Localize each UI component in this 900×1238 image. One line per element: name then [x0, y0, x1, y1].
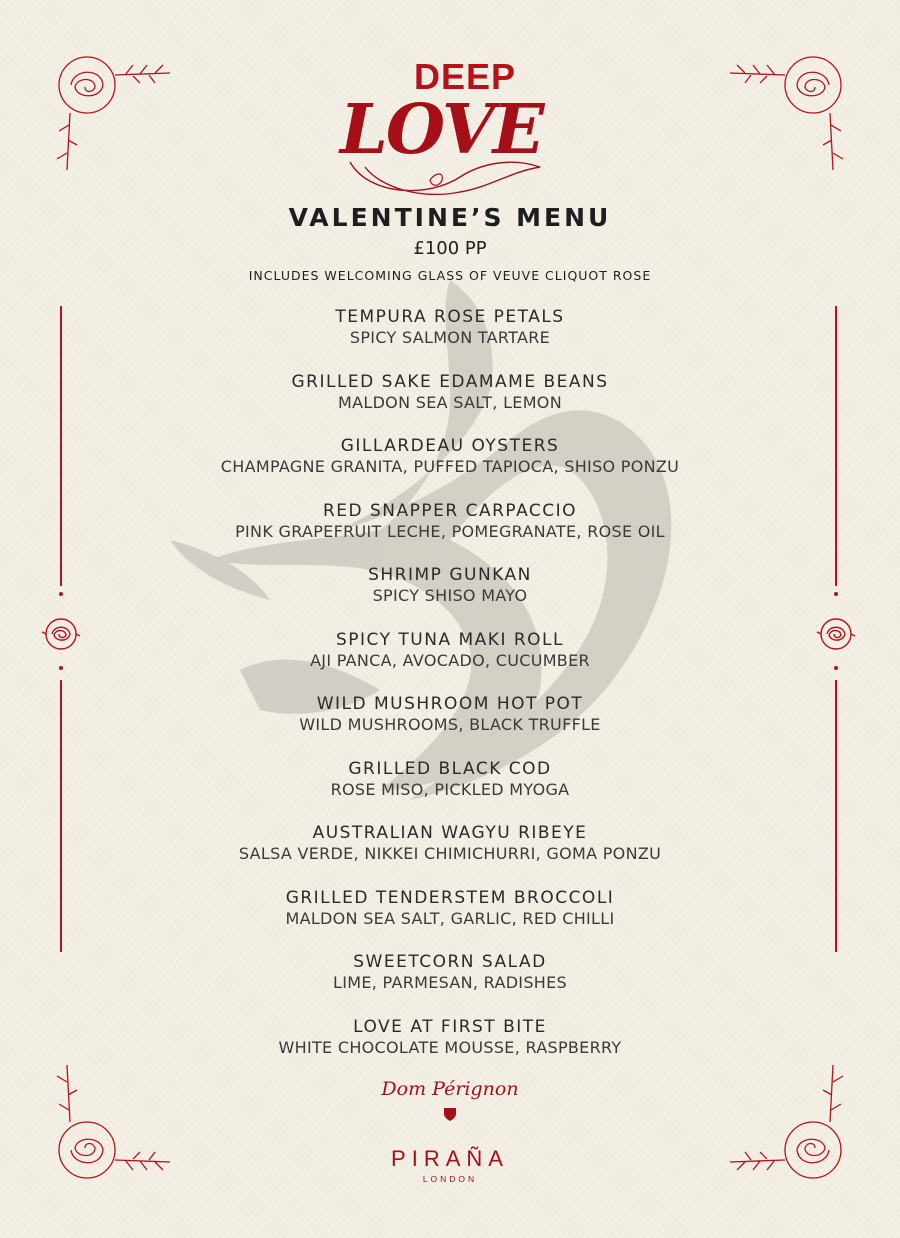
course-description: SALSA VERDE, NIKKEI CHIMICHURRI, GOMA PONZU [238, 844, 662, 863]
course-description: ROSE MISO, PICKLED MYOGA [330, 779, 570, 799]
course-item [0, 951, 900, 1016]
course-description: AJI PANCA, AVOCADO, CUCUMBER [310, 650, 590, 670]
price-text: £100 PP [413, 238, 487, 259]
rose-corner-icon [45, 45, 175, 175]
course-item [0, 887, 900, 952]
pirana-brand: PIRAÑA [391, 1146, 509, 1171]
logo-deep-text: DEEP [413, 56, 517, 97]
course-item [0, 758, 900, 823]
course-name: SWEETCORN SALAD [353, 952, 547, 972]
course-name: RED SNAPPER CARPACCIO [322, 500, 578, 521]
course-item [0, 693, 900, 758]
logo-flourish-icon [310, 142, 550, 202]
course-name: SPICY TUNA MAKI ROLL [336, 629, 564, 650]
rose-corner-icon [725, 45, 855, 175]
course-item [0, 629, 900, 694]
includes-text: INCLUDES WELCOMING GLASS OF VEUVE CLIQUOT ROSE [248, 268, 652, 283]
course-list [0, 306, 900, 1080]
course-name: GRILLED TENDERSTEM BROCCOLI [285, 887, 615, 908]
course-description: LIME, PARMESAN, RADISHES [333, 973, 567, 992]
dom-perignon-logo: Dom Pérignon [381, 1078, 519, 1100]
page-title: VALENTINE’S MENU [288, 203, 612, 232]
logo-love-text: LOVE [340, 90, 543, 170]
course-description: CHAMPAGNE GRANITA, PUFFED TAPIOCA, SHISO PONZU [220, 457, 680, 476]
course-name: GILLARDEAU OYSTERS [340, 436, 560, 456]
course-description: SPICY SALMON TARTARE [349, 328, 551, 347]
course-item [0, 1016, 900, 1081]
course-description: WHITE CHOCOLATE MOUSSE, RASPBERRY [278, 1037, 622, 1057]
course-description: MALDON SEA SALT, GARLIC, RED CHILLI [285, 908, 615, 928]
course-item [0, 500, 900, 565]
course-description: PINK GRAPEFRUIT LECHE, POMEGRANATE, ROSE OIL [235, 521, 665, 541]
course-description: WILD MUSHROOMS, BLACK TRUFFLE [299, 715, 601, 734]
course-name: WILD MUSHROOM HOT POT [316, 694, 584, 714]
course-item [0, 822, 900, 887]
course-item [0, 564, 900, 629]
pirana-city: LONDON [422, 1174, 478, 1184]
course-name: LOVE AT FIRST BITE [353, 1016, 547, 1037]
course-item [0, 435, 900, 500]
course-name: AUSTRALIAN WAGYU RIBEYE [312, 823, 588, 843]
course-description: MALDON SEA SALT, LEMON [338, 392, 562, 412]
course-name: SHRIMP GUNKAN [368, 565, 532, 585]
course-name: GRILLED BLACK COD [348, 758, 552, 779]
course-name: TEMPURA ROSE PETALS [335, 307, 565, 327]
course-name: GRILLED SAKE EDAMAME BEANS [291, 371, 609, 392]
course-description: SPICY SHISO MAYO [372, 586, 528, 605]
deep-love-logo [310, 52, 550, 202]
course-item [0, 306, 900, 371]
course-item [0, 371, 900, 436]
dom-shield-icon [442, 1106, 458, 1122]
